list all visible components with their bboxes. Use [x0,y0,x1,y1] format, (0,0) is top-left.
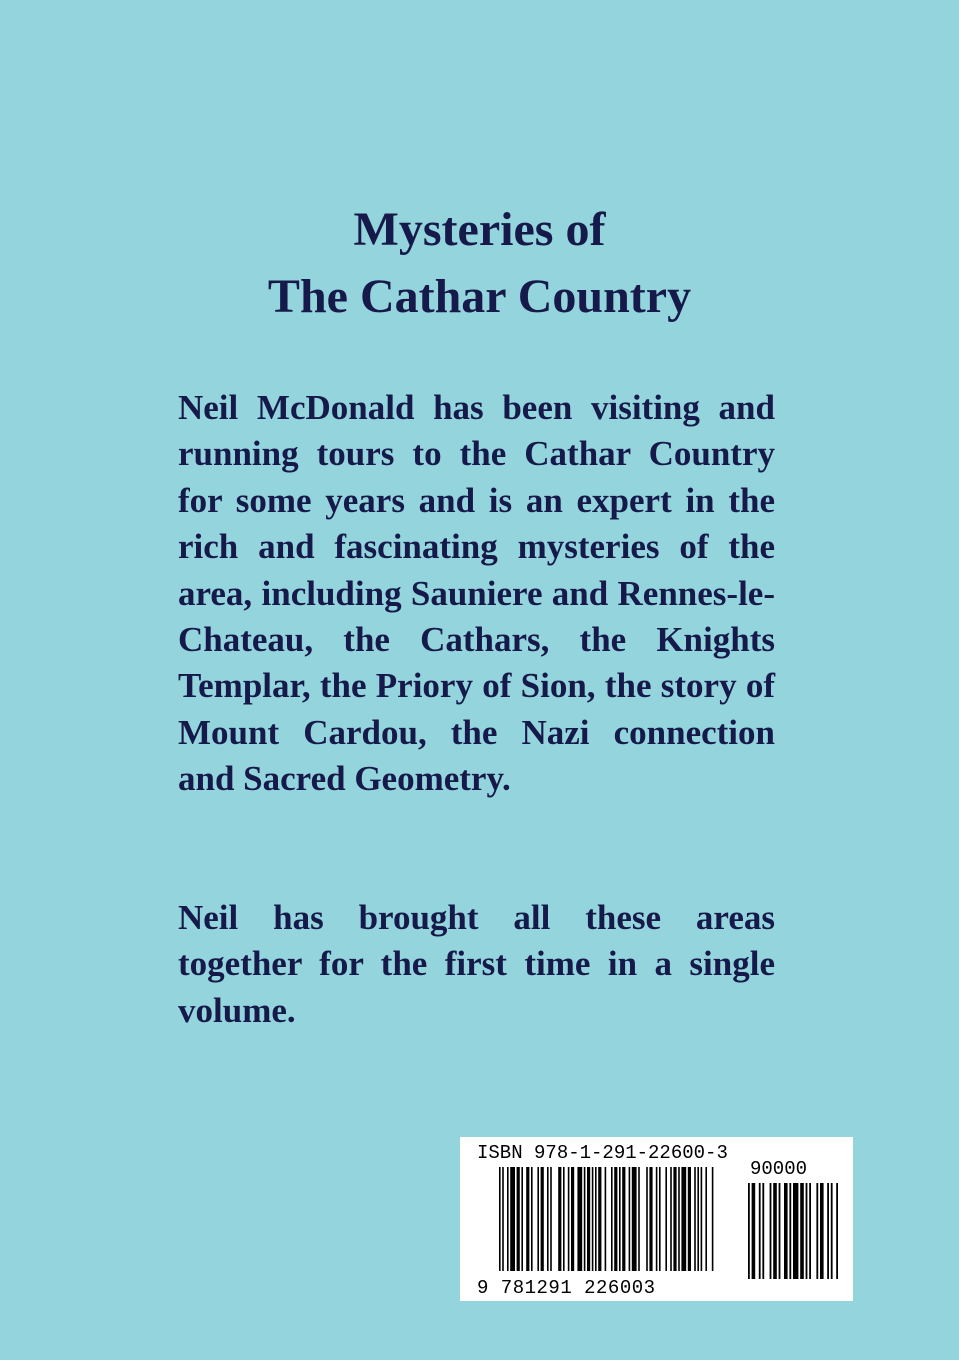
ean-barcode-bars [499,1167,739,1279]
barcode-bar [784,1183,788,1279]
barcode-bar [526,1167,529,1271]
barcode-bar [507,1167,509,1271]
barcode-bar [541,1167,544,1271]
barcode-bar [656,1167,658,1271]
barcode-bar [638,1167,640,1271]
barcode-bar [619,1167,621,1271]
barcode-bar [632,1167,637,1271]
barcode-bar [681,1167,686,1271]
barcode-bar [510,1167,515,1271]
barcode-bar [665,1167,667,1271]
barcode-bar [759,1183,761,1279]
barcode-bar [806,1183,808,1279]
barcode-bar [836,1183,838,1279]
barcode-bar [831,1183,833,1279]
barcode-bar [659,1167,661,1271]
barcode-bar [762,1183,764,1279]
barcode-bar [649,1167,652,1271]
ean-digits: 9 781291 226003 [477,1277,656,1299]
barcode-bar [646,1167,648,1271]
barcode-bar [770,1183,772,1279]
addon-barcode-bars [748,1183,848,1293]
barcode-bar [800,1183,804,1279]
barcode-bar [568,1167,570,1271]
barcode-bar [789,1183,791,1279]
barcode-bar [595,1167,597,1271]
barcode-bar [563,1167,565,1271]
barcode-bar [712,1167,714,1271]
barcode-bar [752,1183,756,1279]
barcode-bar [697,1167,699,1271]
barcode-bar [820,1183,824,1279]
blurb-paragraph-2: Neil has brought all these areas together for the first time in a single volume. [178,898,775,1030]
barcode-bar [614,1167,617,1271]
blurb-paragraph-1: Neil McDonald has been visiting and running tours to the Cathar Country for some years and is an expert in the rich and fascinating mysteries of the area, including Sauniere and Rennes-le-Chateau, the Cathars, the Knights Templar, the Priory of Sion, the story of Mount Cardou, the Nazi connection and Sacred Geometry. [178,388,775,799]
barcode-bar [793,1183,798,1279]
barcode-bar [670,1167,672,1271]
barcode-bar [622,1167,625,1271]
barcode-bar [531,1167,533,1271]
title-line-1: Mysteries of [353,203,606,256]
barcode-bar [587,1167,590,1271]
barcode-bar [773,1183,777,1279]
price-code-label: 90000 [750,1158,808,1180]
barcode-bar [673,1167,676,1271]
barcode-bar [517,1167,520,1271]
barcode-bar [592,1167,594,1271]
barcode-bar [694,1167,696,1271]
barcode-bar [611,1167,613,1271]
book-title [0,196,959,330]
barcode-bar [701,1167,703,1271]
barcode-bar [816,1183,818,1279]
barcode-bar [521,1167,523,1271]
barcode-bar [748,1183,750,1279]
barcode-bar [598,1167,601,1271]
barcode-bar [584,1167,586,1271]
barcode-bar [779,1183,781,1279]
barcode-bar [705,1167,707,1271]
barcode-bar [558,1167,561,1271]
barcode-bar [688,1167,691,1271]
barcode-bar [537,1167,539,1271]
barcode-bar [571,1167,574,1271]
barcode-bar [629,1167,631,1271]
isbn-label: ISBN 978-1-291-22600-3 [477,1142,728,1164]
barcode-bar [502,1167,504,1271]
title-line-2: The Cathar Country [267,270,692,323]
barcode-bar [827,1183,829,1279]
barcode-bar [577,1167,582,1271]
barcode-bar [605,1167,607,1271]
barcode-bar [678,1167,680,1271]
barcode-bar [809,1183,811,1279]
barcode-bar [547,1167,549,1271]
isbn-barcode [460,1137,853,1301]
barcode-bar [550,1167,552,1271]
barcode-bar [499,1167,501,1271]
